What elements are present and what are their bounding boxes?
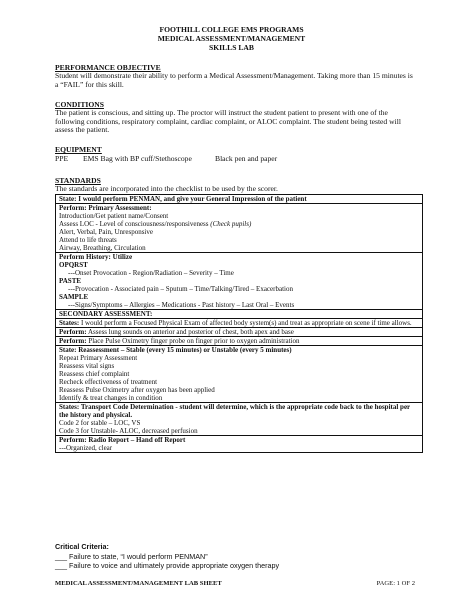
row-secondary-assessment: SECONDARY ASSESSMENT: <box>56 310 422 319</box>
row-transport-code: States: Transport Code Determination - student will determine, which is the appropriate code back to the hospital per the history and physical. Code 2 for stable – LOC, VS Code 3 for Unstable- ALOC, decreased perfusion <box>56 403 422 436</box>
equipment-pen-paper: Black pen and paper <box>215 154 278 163</box>
row-reassessment: State: Reassessment – Stable (every 15 minutes) or Unstable (every 5 minutes) Repeat Primary Assessment Reassess vital signs Reassess chief complaint Recheck effectiveness of treatment Reassess Pulse Oximetry after oxygen has been applied Identify & treat changes in condition <box>56 346 422 403</box>
equipment-heading: EQUIPMENT <box>55 145 102 154</box>
footer-title: MEDICAL ASSESSMENT/MANAGEMENT LAB SHEET <box>55 580 222 587</box>
critical-criteria-heading: Critical Criteria: <box>55 542 109 551</box>
footer-page-number: PAGE: 1 OF 2 <box>376 580 415 587</box>
critical-criterion-oxygen: ___ Failure to voice and ultimately provide appropriate oxygen therapy <box>55 561 280 570</box>
equipment-list <box>55 155 415 164</box>
conditions-text: The patient is conscious, and sitting up. The proctor will instruct the student patient to present with one of the following conditions, respiratory complaint, cardiac complaint, or ALOC complaint. The student being tested will assess the patient. <box>55 108 401 135</box>
row-focused-exam: States: I would perform a Focused Physical Exam of affected body system(s) and treat as appropriate on scene if time allows. <box>56 319 422 328</box>
objective-heading: PERFORMANCE OBJECTIVE <box>55 63 161 72</box>
row-radio-report: Perform: Radio Report – Hand off Report ---Organized, clear <box>59 436 186 452</box>
critical-criterion-penman: ___ Failure to state, “I would perform PENMAN” <box>55 552 208 561</box>
row-penman: State: I would perform PENMAN, and give your General Impression of the patient <box>56 195 422 204</box>
row-primary-assessment: Perform: Primary Assessment: Introduction/Get patient name/Consent Assess LOC - Level of consciousness/responsiveness (Check pupils) Alert, Verbal, Pain, Unresponsive Attend to life threats Airway, Breathing, Circulation <box>56 204 422 253</box>
standards-text: The standards are incorporated into the checklist to be used by the scorer. <box>55 184 278 193</box>
conditions-heading: CONDITIONS <box>55 100 104 109</box>
row-lung-sounds: Perform: Assess lung sounds on anterior and posterior of chest, both apex and base <box>56 328 422 337</box>
objective-text: Student will demonstrate their ability to perform a Medical Assessment/Management. Taking more than 15 minutes is a “FAIL” for this skill. <box>55 71 413 89</box>
row-history: Perform History: Utilize OPQRST ---Onset Provocation - Region/Radiation – Severity – Time PASTE ---Provocation - Associated pain – Sputum – Time/Talking/Tired – Exacerbation SAMPLE ---Signs/Symptoms – Allergies – Medications - Past history – Last Oral – Events <box>56 253 422 310</box>
row-pulse-oximetry: Perform: Place Pulse Oximetry finger probe on finger prior to oxygen administration <box>56 337 422 346</box>
checklist-table <box>55 194 423 453</box>
equipment-ppe: PPE <box>55 154 69 163</box>
page-footer <box>55 580 415 587</box>
header-program: FOOTHILL COLLEGE EMS PROGRAMS <box>159 25 304 34</box>
header-subtitle: SKILLS LAB <box>209 43 254 52</box>
standards-heading: STANDARDS <box>55 176 101 185</box>
header-title: MEDICAL ASSESSMENT/MANAGEMENT <box>157 34 306 43</box>
equipment-ems-bag: EMS Bag with BP cuff/Stethoscope <box>83 154 192 163</box>
